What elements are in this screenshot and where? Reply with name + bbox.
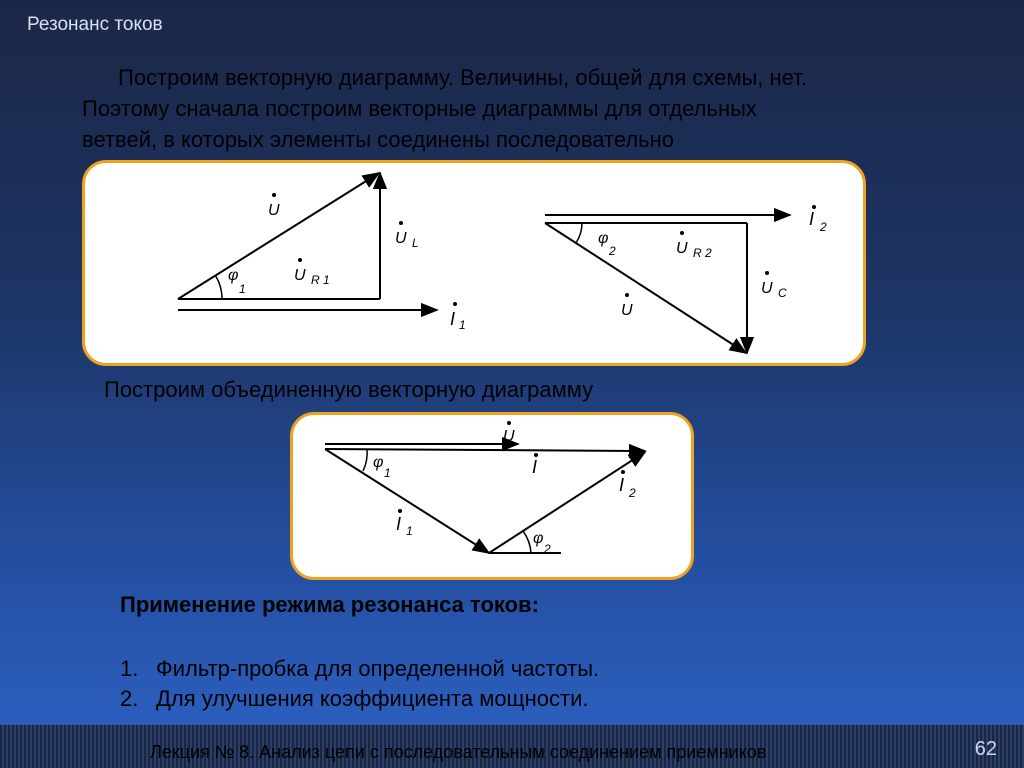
label-ur2: U: [676, 240, 688, 257]
applications-list: [120, 654, 599, 714]
combined-diagram-svg: [293, 415, 691, 577]
label-i2: I: [809, 209, 815, 229]
label-phi2-combined-sub: 2: [544, 542, 551, 556]
list-item: 1. Фильтр-пробка для определенной частоты.: [120, 656, 600, 681]
label-phi2: φ: [598, 230, 609, 247]
label-i1: I: [450, 309, 456, 329]
label-ul: U: [395, 230, 407, 247]
dot-i2-combined: [621, 470, 625, 474]
label-i1-sub: 1: [459, 318, 466, 332]
label-ur1-sub: R 1: [311, 273, 330, 287]
label-phi1-combined: φ: [373, 454, 384, 471]
label-phi1-combined-sub: 1: [384, 466, 391, 480]
dot-u-combined: [507, 421, 511, 425]
label-i2-combined: I: [619, 475, 625, 495]
label-phi1: φ: [228, 267, 239, 284]
diagram-branch-2: [545, 205, 827, 353]
vector-i2-combined: [489, 452, 645, 553]
intro-line-1: Построим векторную диаграмму. Величины, общей для схемы, нет.: [118, 65, 807, 90]
intro-line-3: ветвей, в которых элементы соединены последовательно: [82, 127, 675, 152]
label-uc: U: [761, 280, 773, 297]
dot-i1-combined: [398, 509, 402, 513]
label-u: U: [268, 202, 280, 219]
label-phi1-sub: 1: [239, 282, 246, 296]
applications-title: Применение режима резонанса токов:: [120, 592, 539, 617]
combined-diagram-panel: [290, 412, 694, 580]
label-i1-combined-sub: 1: [406, 524, 413, 538]
label-i2-combined-sub: 2: [629, 486, 636, 500]
dot-ul: [399, 221, 403, 225]
label-u-combined: U: [503, 428, 515, 445]
vector-i-combined: [325, 449, 645, 451]
branch-diagrams-svg: [85, 163, 863, 363]
label-phi2-sub: 2: [609, 244, 616, 258]
label-i1-combined: I: [396, 514, 402, 534]
diagram-branch-1: [178, 173, 466, 332]
label-ur2-sub: R 2: [693, 246, 712, 260]
angle-arc-phi2: [576, 223, 582, 243]
dot-u: [272, 193, 276, 197]
dot-ur2: [680, 231, 684, 235]
label-ur1: U: [294, 267, 306, 284]
vector-u: [178, 173, 379, 299]
dot-ur1: [298, 258, 302, 262]
angle-arc-phi1: [215, 275, 222, 299]
footer-text: Лекция № 8. Анализ цепи с последовательным соединением приемников: [150, 742, 767, 762]
vector-u2: [545, 223, 746, 353]
label-ul-sub: L: [412, 236, 419, 250]
branch-diagrams-panel: [82, 160, 866, 366]
intro-paragraph: [82, 62, 962, 155]
label-phi2-combined: φ: [533, 530, 544, 547]
combined-diagram-heading: Построим объединенную векторную диаграмму: [104, 377, 594, 402]
label-u2: U: [621, 302, 633, 319]
list-item: 2. Для улучшения коэффициента мощности.: [120, 686, 589, 711]
angle-arc-phi2-combined: [523, 531, 531, 553]
label-i-combined: I: [532, 457, 538, 477]
label-i2-sub: 2: [820, 220, 827, 234]
label-uc-sub: C: [778, 286, 787, 300]
slide-title: Резонанс токов: [27, 14, 163, 35]
dot-uc: [765, 271, 769, 275]
page-number: 62: [974, 738, 997, 760]
dot-i1: [453, 302, 457, 306]
dot-u2: [625, 293, 629, 297]
angle-arc-phi1-combined: [363, 449, 367, 471]
intro-line-2: Поэтому сначала построим векторные диаграммы для отдельных: [82, 96, 757, 121]
diagram-combined: [325, 421, 645, 556]
